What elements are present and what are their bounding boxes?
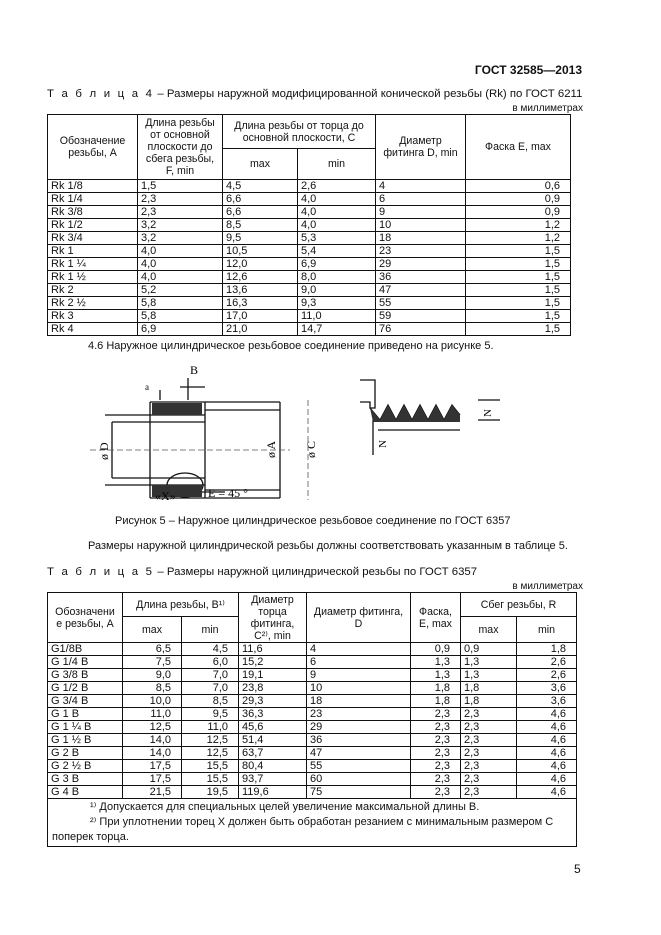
- table4-row: [48, 206, 571, 219]
- table5-row-cell: 14,0: [123, 734, 182, 747]
- table5-row-cell: 29,3: [239, 695, 307, 708]
- figure5-label-n1: N: [377, 440, 389, 448]
- table5-row: [48, 760, 577, 773]
- table4-row-cell: 36: [376, 271, 466, 284]
- table4-row-cell: 6,6: [223, 206, 298, 219]
- table5-row-cell: 11,0: [123, 708, 182, 721]
- table5-row-cell: 3,6: [517, 682, 577, 695]
- table4-row-cell: 5,8: [138, 310, 223, 323]
- table4-row-cell: 4: [376, 180, 466, 193]
- figure5-label-a: a: [145, 382, 149, 392]
- table5-row: [48, 747, 577, 760]
- table5-header-b: Длина резьбы, B¹⁾: [123, 593, 239, 617]
- table5-row-cell: G 3/8 B: [48, 669, 123, 682]
- table5-row-cell: 4,5: [182, 643, 239, 656]
- table5-row: [48, 643, 577, 656]
- table4-row-cell: 18: [376, 232, 466, 245]
- table5-row-cell: 4,6: [517, 708, 577, 721]
- table4-row-cell: Rk 1 ½: [48, 271, 138, 284]
- table4-row-cell: 29: [376, 258, 466, 271]
- table5-row-cell: 12,5: [123, 721, 182, 734]
- table5-row-cell: 2,3: [411, 747, 461, 760]
- table5-row: [48, 721, 577, 734]
- table4-row-cell: 1,2: [466, 232, 571, 245]
- table4-row-cell: Rk 3/4: [48, 232, 138, 245]
- table4-row-cell: 1,5: [466, 297, 571, 310]
- figure5-drawing: [90, 360, 510, 510]
- table5-row-cell: 2,3: [411, 708, 461, 721]
- table4-row: [48, 297, 571, 310]
- table5-header-d: Диаметр фитинга, D: [307, 593, 411, 643]
- table4-row-cell: 6: [376, 193, 466, 206]
- table5-header-b-max: max: [123, 617, 182, 643]
- table5-row-cell: 36: [307, 734, 411, 747]
- table5-row-cell: 9,0: [123, 669, 182, 682]
- table4-row-cell: Rk 2 ½: [48, 297, 138, 310]
- table4-caption: – Размеры наружной модифицированной конической резьбы (Rk) по ГОСТ 6211: [154, 88, 583, 100]
- table4-row-cell: 1,5: [138, 180, 223, 193]
- table4-row-cell: 4,0: [298, 206, 376, 219]
- table5-row-cell: 2,3: [461, 760, 517, 773]
- table4-row-cell: 0,6: [466, 180, 571, 193]
- table5-row-cell: 18: [307, 695, 411, 708]
- table4-row-cell: Rk 4: [48, 323, 138, 336]
- table4-row-cell: 4,0: [298, 219, 376, 232]
- table4: [47, 114, 571, 336]
- table5-row-cell: 55: [307, 760, 411, 773]
- table4-row-cell: 10,5: [223, 245, 298, 258]
- table5-row-cell: 15,2: [239, 656, 307, 669]
- figure5-label-x: «X»: [155, 489, 176, 503]
- table5-row: [48, 708, 577, 721]
- table4-row-cell: 6,6: [223, 193, 298, 206]
- table5-row-cell: 17,5: [123, 773, 182, 786]
- table5-row-cell: 15,5: [182, 773, 239, 786]
- table5-row-cell: 3,6: [517, 695, 577, 708]
- table5-row-cell: 1,8: [461, 695, 517, 708]
- table4-row-cell: 4,0: [298, 193, 376, 206]
- table5-row-cell: 10,0: [123, 695, 182, 708]
- table5-row-cell: 11,0: [182, 721, 239, 734]
- table4-row-cell: 59: [376, 310, 466, 323]
- table5-body: [48, 643, 577, 799]
- table5-row-cell: 2,3: [461, 734, 517, 747]
- table5-footnotes: [48, 799, 577, 847]
- table4-row-cell: 5,8: [138, 297, 223, 310]
- table5-header-b-min: min: [182, 617, 239, 643]
- table5-row-cell: 4,6: [517, 734, 577, 747]
- table4-row-cell: 47: [376, 284, 466, 297]
- table5-row: [48, 669, 577, 682]
- table5-label: Т а б л и ц а 5: [47, 566, 155, 578]
- table4-row-cell: 16,3: [223, 297, 298, 310]
- table4-label: Т а б л и ц а 4: [47, 88, 155, 100]
- table4-row: [48, 245, 571, 258]
- table5-row-cell: 4,6: [517, 786, 577, 799]
- table4-row-cell: Rk 1: [48, 245, 138, 258]
- table5-row-cell: 1,8: [517, 643, 577, 656]
- table5-row-cell: 2,3: [411, 760, 461, 773]
- table4-row-cell: 12,6: [223, 271, 298, 284]
- figure5-label-e: E = 45 °: [208, 486, 248, 500]
- table4-row: [48, 180, 571, 193]
- table5-row: [48, 695, 577, 708]
- table5-row-cell: G 3 B: [48, 773, 123, 786]
- table4-row-cell: 76: [376, 323, 466, 336]
- table4-row-cell: 1,2: [466, 219, 571, 232]
- table4-row-cell: 5,4: [298, 245, 376, 258]
- table5-footnote-2: ²⁾ При уплотнении торец Х должен быть обработан резанием с минимальным размером С поперек торца.: [52, 816, 554, 843]
- table5-row-cell: 9,5: [182, 708, 239, 721]
- table5-row-cell: G 1 ½ B: [48, 734, 123, 747]
- figure5-label-oa: ø A: [264, 440, 278, 458]
- table4-row-cell: 55: [376, 297, 466, 310]
- table5-row-cell: 6,5: [123, 643, 182, 656]
- table4-row-cell: 4,0: [138, 245, 223, 258]
- table5-row-cell: 2,6: [517, 669, 577, 682]
- table5-row-cell: G 1/2 B: [48, 682, 123, 695]
- table5-header-r-min: min: [517, 617, 577, 643]
- table4-row-cell: 23: [376, 245, 466, 258]
- table4-row-cell: 5,3: [298, 232, 376, 245]
- table4-row-cell: 8,0: [298, 271, 376, 284]
- table4-row: [48, 232, 571, 245]
- table5-row-cell: G 2 ½ B: [48, 760, 123, 773]
- standard-header: ГОСТ 32585—2013: [474, 63, 582, 77]
- table5-row-cell: 51,4: [239, 734, 307, 747]
- table5-row-cell: 1,3: [461, 656, 517, 669]
- table5-row-cell: 9: [307, 669, 411, 682]
- table5-row-cell: 29: [307, 721, 411, 734]
- table5-row-cell: 1,3: [411, 669, 461, 682]
- table5-row-cell: G 4 B: [48, 786, 123, 799]
- table4-row-cell: 4,5: [223, 180, 298, 193]
- paragraph-4-6: 4.6 Наружное цилиндрическое резьбовое соединение приведено на рисунке 5.: [88, 340, 494, 352]
- table5-row-cell: 8,5: [123, 682, 182, 695]
- figure5-caption: Рисунок 5 – Наружное цилиндрическое резьбовое соединение по ГОСТ 6357: [115, 515, 511, 527]
- table4-row-cell: Rk 3/8: [48, 206, 138, 219]
- table4-row-cell: 12,0: [223, 258, 298, 271]
- figure5-label-b: B: [190, 363, 199, 377]
- table4-row-cell: 6,9: [298, 258, 376, 271]
- table4-header-a: Обозначение резьбы, A: [48, 115, 138, 180]
- table4-header-f: Длина резьбы от основной плоскости до сбега резьбы, F, min: [138, 115, 223, 180]
- table5-row-cell: 19,5: [182, 786, 239, 799]
- table5-row-cell: 2,3: [411, 721, 461, 734]
- table5-row-cell: 4,6: [517, 760, 577, 773]
- table5-row-cell: 1,8: [411, 695, 461, 708]
- table5-title: [47, 566, 477, 578]
- table5-header-c: Диаметр торца фитинга, C²⁾, min: [239, 593, 307, 643]
- table5-row: [48, 656, 577, 669]
- table4-row-cell: 17,0: [223, 310, 298, 323]
- table5-row-cell: 7,5: [123, 656, 182, 669]
- table4-row-cell: 6,9: [138, 323, 223, 336]
- table5-row-cell: 45,6: [239, 721, 307, 734]
- table5-row-cell: 47: [307, 747, 411, 760]
- table4-row: [48, 323, 571, 336]
- table4-units: в миллиметрах: [512, 103, 583, 114]
- table5-row-cell: G 1 B: [48, 708, 123, 721]
- table4-row: [48, 193, 571, 206]
- table5-row: [48, 734, 577, 747]
- table5-header-a: Обозначени е резьбы, A: [48, 593, 123, 643]
- table5-caption: – Размеры наружной цилиндрической резьбы по ГОСТ 6357: [154, 566, 478, 578]
- table5-row-cell: 6,0: [182, 656, 239, 669]
- table5-row-cell: G 2 B: [48, 747, 123, 760]
- table5-row-cell: 2,3: [461, 747, 517, 760]
- table4-row-cell: 11,0: [298, 310, 376, 323]
- table4-row-cell: 3,2: [138, 219, 223, 232]
- table4-row-cell: Rk 3: [48, 310, 138, 323]
- table5-row-cell: 6: [307, 656, 411, 669]
- table4-row-cell: 4,0: [138, 258, 223, 271]
- table5-header-r-max: max: [461, 617, 517, 643]
- table5-row-cell: 4,6: [517, 747, 577, 760]
- table5-row-cell: 23,8: [239, 682, 307, 695]
- table5-row-cell: 63,7: [239, 747, 307, 760]
- table5-row-cell: 2,3: [461, 773, 517, 786]
- table5-row-cell: 12,5: [182, 747, 239, 760]
- table4-row-cell: 13,6: [223, 284, 298, 297]
- table5-row-cell: 0,9: [411, 643, 461, 656]
- figure5-label-n2: N: [482, 409, 494, 417]
- table5-units: в миллиметрах: [512, 581, 583, 592]
- table4-header-c-min: min: [298, 149, 376, 180]
- table4-row-cell: 1,5: [466, 310, 571, 323]
- table4-row-cell: 4,0: [138, 271, 223, 284]
- table4-row-cell: 21,0: [223, 323, 298, 336]
- table5-row-cell: 119,6: [239, 786, 307, 799]
- table5-row-cell: 7,0: [182, 682, 239, 695]
- table5-row-cell: 7,0: [182, 669, 239, 682]
- table5-row-cell: 1,8: [461, 682, 517, 695]
- table5-row-cell: G 3/4 B: [48, 695, 123, 708]
- table5-row-cell: 10: [307, 682, 411, 695]
- table4-row: [48, 284, 571, 297]
- table5-row-cell: G 1/4 B: [48, 656, 123, 669]
- table5-row-cell: 4: [307, 643, 411, 656]
- table5-row-cell: 1,3: [461, 669, 517, 682]
- figure5-label-oc: ø C: [304, 440, 318, 458]
- table4-row-cell: 9,5: [223, 232, 298, 245]
- table5-row-cell: 0,9: [461, 643, 517, 656]
- table4-row-cell: 9,0: [298, 284, 376, 297]
- table5-row: [48, 773, 577, 786]
- table4-row-cell: 5,2: [138, 284, 223, 297]
- table4-row-cell: 9,3: [298, 297, 376, 310]
- table4-row-cell: 10: [376, 219, 466, 232]
- table5-header-e: Фаска, E, max: [411, 593, 461, 643]
- table4-row-cell: 0,9: [466, 206, 571, 219]
- table5: [47, 592, 577, 847]
- table4-row-cell: 0,9: [466, 193, 571, 206]
- table5-row-cell: 14,0: [123, 747, 182, 760]
- table5-row-cell: 21,5: [123, 786, 182, 799]
- table4-row-cell: 2,6: [298, 180, 376, 193]
- table4-body: [48, 180, 571, 336]
- table5-row-cell: 17,5: [123, 760, 182, 773]
- figure5-label-od: ø D: [97, 442, 111, 460]
- table5-row-cell: 8,5: [182, 695, 239, 708]
- table5-row-cell: G 1 ¼ B: [48, 721, 123, 734]
- table4-row-cell: Rk 1/2: [48, 219, 138, 232]
- table5-row-cell: 12,5: [182, 734, 239, 747]
- table4-row: [48, 219, 571, 232]
- table4-row: [48, 310, 571, 323]
- table5-row-cell: 4,6: [517, 773, 577, 786]
- table5-row-cell: 93,7: [239, 773, 307, 786]
- table4-row-cell: 8,5: [223, 219, 298, 232]
- table4-header-e: Фаска E, max: [466, 115, 571, 180]
- table4-header-d: Диаметр фитинга D, min: [376, 115, 466, 180]
- table5-row: [48, 682, 577, 695]
- table5-row-cell: 80,4: [239, 760, 307, 773]
- table5-row-cell: 1,8: [411, 682, 461, 695]
- table5-row-cell: 4,6: [517, 721, 577, 734]
- paragraph-table5: Размеры наружной цилиндрической резьбы должны соответствовать указанным в таблице 5.: [88, 540, 568, 552]
- table5-row-cell: 75: [307, 786, 411, 799]
- table4-row-cell: Rk 1 ¼: [48, 258, 138, 271]
- page-number: 5: [574, 862, 581, 876]
- table5-row-cell: G1/8B: [48, 643, 123, 656]
- table4-row-cell: 3,2: [138, 232, 223, 245]
- table4-row-cell: 14,7: [298, 323, 376, 336]
- table4-row: [48, 258, 571, 271]
- table4-row-cell: Rk 1/4: [48, 193, 138, 206]
- table4-title: [47, 88, 582, 100]
- table4-row-cell: 1,5: [466, 258, 571, 271]
- table5-row-cell: 2,6: [517, 656, 577, 669]
- table5-footnote-1: ¹⁾ Допускается для специальных целей увеличение максимальной длины В.: [90, 801, 480, 813]
- table4-header-c: Длина резьбы от торца до основной плоскости, C: [223, 115, 376, 149]
- table5-row-cell: 15,5: [182, 760, 239, 773]
- table5-row-cell: 1,3: [411, 656, 461, 669]
- table4-row-cell: 1,5: [466, 323, 571, 336]
- table5-row-cell: 2,3: [461, 708, 517, 721]
- table4-row-cell: 1,5: [466, 284, 571, 297]
- table5-row-cell: 2,3: [411, 773, 461, 786]
- table4-row-cell: 2,3: [138, 193, 223, 206]
- table4-row-cell: 9: [376, 206, 466, 219]
- table5-row-cell: 2,3: [411, 786, 461, 799]
- table5-row-cell: 11,6: [239, 643, 307, 656]
- table5-row-cell: 19,1: [239, 669, 307, 682]
- table4-row-cell: 1,5: [466, 245, 571, 258]
- table5-row-cell: 2,3: [411, 734, 461, 747]
- table4-row-cell: 1,5: [466, 271, 571, 284]
- table5-row-cell: 2,3: [461, 786, 517, 799]
- table4-header-c-max: max: [223, 149, 298, 180]
- table5-row: [48, 786, 577, 799]
- table5-header-r: Сбег резьбы, R: [461, 593, 577, 617]
- table5-row-cell: 23: [307, 708, 411, 721]
- table5-row-cell: 36,3: [239, 708, 307, 721]
- table5-row-cell: 2,3: [461, 721, 517, 734]
- table4-row-cell: Rk 1/8: [48, 180, 138, 193]
- table5-row-cell: 60: [307, 773, 411, 786]
- table4-row-cell: Rk 2: [48, 284, 138, 297]
- table4-row-cell: 2,3: [138, 206, 223, 219]
- table4-row: [48, 271, 571, 284]
